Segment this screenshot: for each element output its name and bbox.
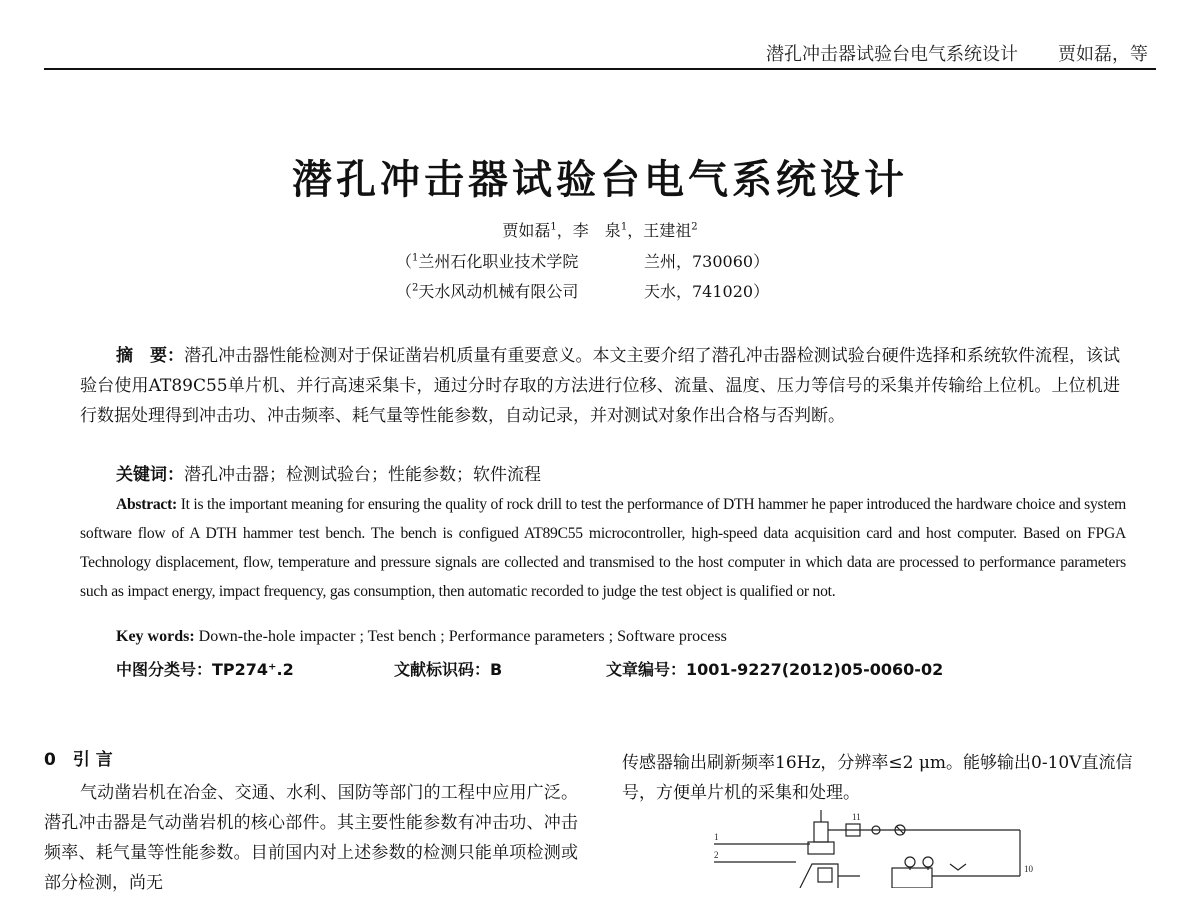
abstract-en-label: Abstract: [116,496,177,513]
body-left-column [44,748,578,898]
affil-city: 兰州，730060） [644,252,770,271]
schematic-figure [700,806,1040,888]
running-authors: 贾如磊，等 [1058,44,1148,65]
figure-label: 10 [1024,864,1033,874]
keywords-en-text: Down-the-hole impacter ; Test bench ; Performance parameters ; Software process [198,628,727,645]
abstract-chinese [80,341,1120,431]
affil-number: 1 [412,252,419,264]
author-separator: ， [556,221,573,240]
author-affil-mark: 1 [550,221,557,233]
classification-line [116,657,1116,681]
figure-label: 2 [714,850,719,860]
affil-open-paren: （ [396,282,413,301]
figure-label: 1 [714,832,719,842]
author-separator: ， [627,221,644,240]
keywords-cn-label: 关键词： [116,465,184,485]
running-title: 潜孔冲击器试验台电气系统设计 [766,44,1018,65]
sensor-paragraph: 传感器输出刷新频率16Hz，分辨率≤2 μm。能够输出0-10V直流信号，方便单片机的采集和处理。 [622,753,1133,803]
header-rule [44,68,1156,70]
author-byline [0,218,1200,241]
abstract-cn-label: 摘 要： [116,346,185,366]
section-heading: 0 引 言 [44,750,113,770]
affil-city: 天水，741020） [644,282,770,301]
keywords-en-label: Key words: [116,628,195,645]
keywords-cn-text: 潜孔冲击器；检测试验台；性能参数；软件流程 [184,465,541,485]
intro-paragraph: 气动凿岩机在冶金、交通、水利、国防等部门的工程中应用广泛。潜孔冲击器是气动凿岩机的核心部件。其主要性能参数有冲击功、冲击频率、耗气量等性能参数。目前国内对上述参数的检测只能单项检测或部分检测，尚无 [44,783,578,893]
body-right-column [622,748,1156,808]
document-code: 文献标识码：B [394,660,503,679]
article-number: 文章编号：1001-9227(2012)05-0060-02 [606,660,944,679]
author-name: 贾如磊 [502,221,551,240]
affiliation-line [396,279,770,302]
author-affil-mark: 1 [620,221,628,233]
affil-institution: 兰州石化职业技术学院 [418,252,579,271]
clc-number: 中图分类号：TP274⁺.2 [116,660,294,679]
affil-number: 2 [412,282,419,294]
affil-open-paren: （ [396,252,413,271]
author-name: 王建祖 [643,221,692,240]
running-header [766,40,1148,66]
abstract-cn-text: 潜孔冲击器性能检测对于保证凿岩机质量有重要意义。本文主要介绍了潜孔冲击器检测试验台硬件选择和系统软件流程，该试验台使用AT89C55单片机、并行高速采集卡，通过分时存取的方法进行位移、流量、温度、压力等信号的采集并传输给上位机。上位机进行数据处理得到冲击功、冲击频率、耗气量等性能参数，自动记录，并对测试对象作出合格与否判断。 [80,346,1121,426]
article-title: 潜孔冲击器试验台电气系统设计 [292,156,908,203]
author-name: 李 泉 [572,221,621,240]
affiliation-line [396,249,770,272]
affil-institution: 天水风动机械有限公司 [418,282,579,301]
abstract-english [80,490,1126,606]
figure-label: 11 [852,812,861,822]
author-affil-mark: 2 [691,221,698,233]
keywords-chinese [80,460,1120,485]
keywords-english [80,628,1120,646]
abstract-en-text: It is the important meaning for ensuring the quality of rock drill to test the performance of DTH hammer he paper introduced the hardware choice and system software flow of A DTH hammer test bench. The bench is configued AT89C55 microcontroller, high-speed data acquisition card and host computer. Based on FPGA Technology displacement, flow, temperature and pressure signals are collected and transmised to the host computer in which data are processed to performance parameters such as impact energy, impact frequency, gas consumption, then automatic recorded to judge the test object is qualified or not. [80,496,1126,600]
